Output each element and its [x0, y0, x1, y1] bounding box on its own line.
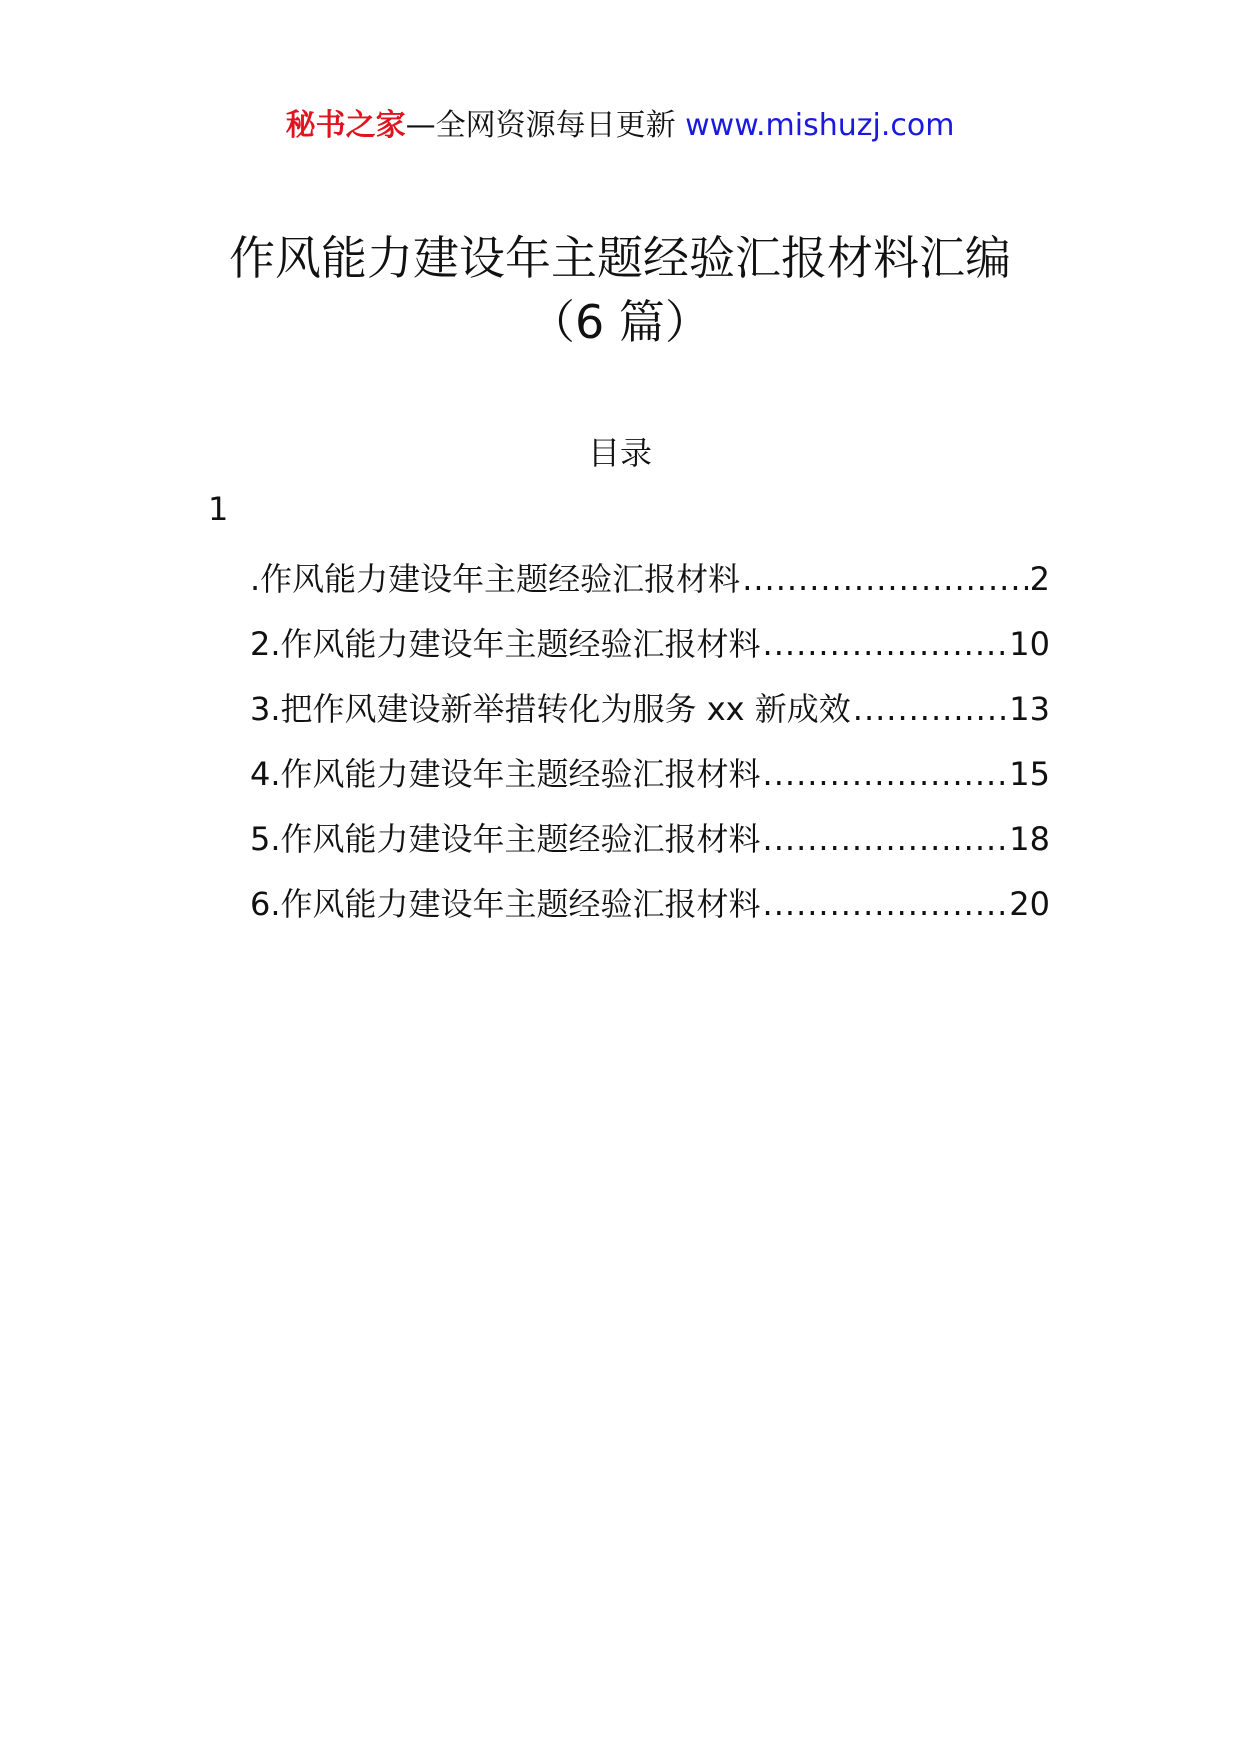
- toc-entry-page: 20: [1009, 885, 1050, 923]
- document-title-line-2: （6 篇）: [529, 295, 711, 349]
- toc-entry-page: 18: [1009, 820, 1050, 858]
- toc-entry-title: 4.作风能力建设年主题经验汇报材料: [250, 755, 761, 793]
- toc-entry[interactable]: [250, 879, 1050, 944]
- toc-entry-title: 5.作风能力建设年主题经验汇报材料: [250, 820, 761, 858]
- toc-entry[interactable]: [250, 554, 1050, 619]
- toc-entry-page: 13: [1009, 690, 1050, 728]
- toc-dot-leader: [763, 625, 1008, 663]
- toc-entry-page: 15: [1009, 755, 1050, 793]
- toc-entry-title: 6.作风能力建设年主题经验汇报材料: [250, 885, 761, 923]
- toc-entry[interactable]: [250, 749, 1050, 814]
- toc-dot-leader: [742, 560, 1027, 598]
- toc-heading: 目录: [587, 434, 652, 472]
- toc-entry-title: .作风能力建设年主题经验汇报材料: [250, 560, 741, 598]
- site-url-link[interactable]: www.mishuzj.com: [685, 108, 955, 143]
- brand-name: 秘书之家: [285, 108, 406, 143]
- document-title: [0, 226, 1240, 354]
- toc-entry-title: 2.作风能力建设年主题经验汇报材料: [250, 625, 761, 663]
- toc-entry-page: 10: [1009, 625, 1050, 663]
- site-tagline: —全网资源每日更新: [405, 108, 686, 143]
- toc-dot-leader: [853, 690, 1008, 728]
- toc-list: [250, 554, 1050, 944]
- toc-dot-leader: [763, 820, 1008, 858]
- toc-entry[interactable]: [250, 684, 1050, 749]
- document-title-line-1: 作风能力建设年主题经验汇报材料汇编: [229, 231, 1011, 285]
- toc-entry-page: 2: [1029, 560, 1050, 598]
- toc-entry-title: 3.把作风建设新举措转化为服务 xx 新成效: [250, 690, 851, 728]
- toc-entry[interactable]: [250, 619, 1050, 684]
- toc-dot-leader: [763, 755, 1008, 793]
- toc-entry[interactable]: [250, 814, 1050, 879]
- site-header: [0, 100, 1240, 144]
- toc-dot-leader: [763, 885, 1008, 923]
- toc-stray-number: 1: [208, 490, 229, 528]
